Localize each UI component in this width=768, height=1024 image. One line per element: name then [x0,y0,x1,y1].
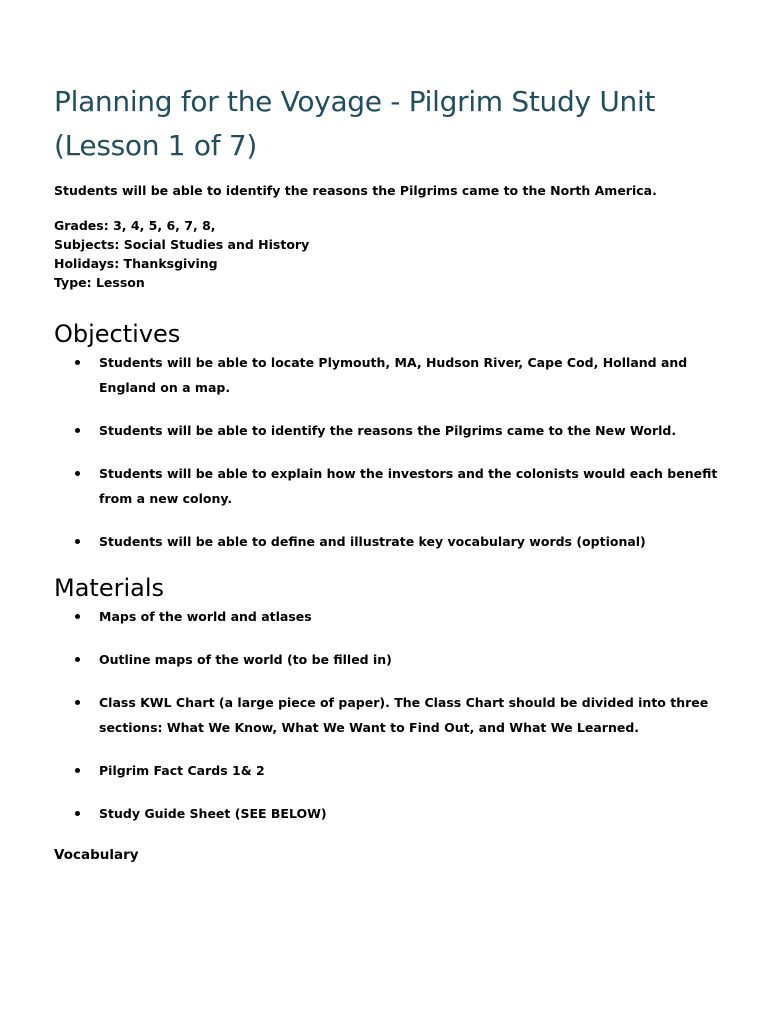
subjects-line: Subjects: Social Studies and History [54,237,310,252]
list-item-text: Study Guide Sheet (SEE BELOW) [99,806,327,821]
list-item-text: Maps of the world and atlases [99,609,312,624]
bullet-icon [75,700,80,705]
list-item [54,758,734,783]
list-item-text: Students will be able to define and illustrate key vocabulary words (optional) [99,534,646,549]
list-item [54,690,734,740]
document-title: Planning for the Voyage - Pilgrim Study Unit (Lesson 1 of 7) [54,85,656,162]
bullet-icon [75,539,80,544]
list-item-text: Students will be able to explain how the investors and the colonists would each benefit from a new colony. [99,466,718,506]
bullet-icon [75,471,80,476]
list-item-text: Pilgrim Fact Cards 1& 2 [99,763,265,778]
list-item [54,604,734,629]
objectives-list [54,350,734,554]
lesson-meta [54,216,734,292]
bullet-icon [75,811,80,816]
list-item-text: Students will be able to locate Plymouth, MA, Hudson River, Cape Cod, Holland and England on a map. [99,355,688,395]
bullet-icon [75,768,80,773]
holidays-line: Holidays: Thanksgiving [54,256,218,271]
bullet-icon [75,614,80,619]
objectives-heading: Objectives [54,320,181,348]
materials-list [54,604,734,826]
list-item-text: Outline maps of the world (to be filled in) [99,652,392,667]
list-item-text: Students will be able to identify the reasons the Pilgrims came to the New World. [99,423,677,438]
lesson-summary: Students will be able to identify the reasons the Pilgrims came to the North America. [54,183,657,198]
list-item [54,461,734,511]
list-item [54,418,734,443]
list-item [54,350,734,400]
grades-line: Grades: 3, 4, 5, 6, 7, 8, [54,218,216,233]
bullet-icon [75,428,80,433]
list-item [54,801,734,826]
vocabulary-heading: Vocabulary [54,847,139,863]
type-line: Type: Lesson [54,275,145,290]
list-item [54,647,734,672]
document-page [54,80,734,865]
list-item [54,529,734,554]
materials-heading: Materials [54,574,165,602]
bullet-icon [75,360,80,365]
bullet-icon [75,657,80,662]
list-item-text: Class KWL Chart (a large piece of paper). The Class Chart should be divided into three sections: What We Know, What We Want to Find Out, and What We Learned. [99,695,709,735]
